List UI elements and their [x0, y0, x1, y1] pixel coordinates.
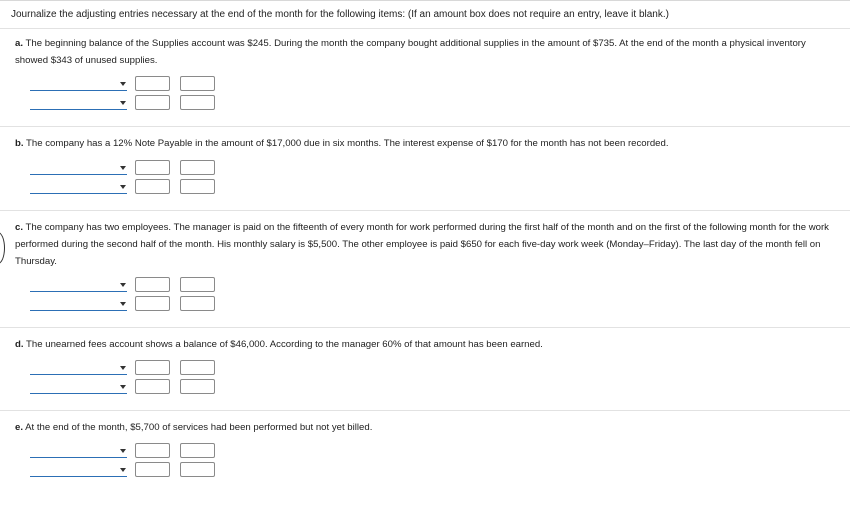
item-e-prompt — [15, 419, 841, 436]
account-dropdown[interactable] — [30, 163, 127, 175]
item-c-entry-row-2 — [30, 296, 220, 312]
chevron-down-icon — [120, 385, 126, 389]
item-c-prompt — [15, 219, 841, 270]
item-a-prompt — [15, 35, 841, 69]
item-d-prompt — [15, 336, 841, 353]
credit-input[interactable] — [180, 95, 215, 110]
debit-input[interactable] — [135, 160, 170, 175]
account-dropdown[interactable] — [30, 446, 127, 458]
chevron-down-icon — [120, 283, 126, 287]
account-dropdown[interactable] — [30, 382, 127, 394]
debit-input[interactable] — [135, 76, 170, 91]
item-e-entry-row-2 — [30, 462, 220, 478]
item-text: At the end of the month, $5,700 of services had been performed but not yet billed. — [25, 422, 373, 433]
chevron-down-icon — [120, 166, 126, 170]
debit-input[interactable] — [135, 95, 170, 110]
credit-input[interactable] — [180, 443, 215, 458]
item-divider — [0, 28, 850, 29]
account-dropdown[interactable] — [30, 280, 127, 292]
item-letter: e. — [15, 422, 24, 433]
chevron-down-icon — [120, 185, 126, 189]
debit-input[interactable] — [135, 296, 170, 311]
item-divider — [0, 327, 850, 328]
item-a-entry-row-1 — [30, 76, 220, 92]
item-letter: c. — [15, 222, 24, 233]
chevron-down-icon — [120, 468, 126, 472]
item-d-entry-row-1 — [30, 360, 220, 376]
item-a-entry-row-2 — [30, 95, 220, 111]
item-b-entry-row-1 — [30, 160, 220, 176]
account-dropdown[interactable] — [30, 363, 127, 375]
item-text: The beginning balance of the Supplies account was $245. During the month the company bought additional supplies in the amount of $735. At the end of the month a physical inventory showed $343 of unused supplies. — [15, 38, 806, 66]
chevron-down-icon — [120, 366, 126, 370]
chevron-down-icon — [120, 449, 126, 453]
account-dropdown[interactable] — [30, 98, 127, 110]
credit-input[interactable] — [180, 277, 215, 292]
item-divider — [0, 126, 850, 127]
chevron-down-icon — [120, 101, 126, 105]
item-text: The company has a 12% Note Payable in the amount of $17,000 due in six months. The interest expense of $170 for the month has not been recorded. — [26, 138, 669, 149]
credit-input[interactable] — [180, 360, 215, 375]
side-panel-toggle[interactable] — [0, 232, 5, 264]
chevron-down-icon — [120, 302, 126, 306]
chevron-down-icon — [120, 82, 126, 86]
account-dropdown[interactable] — [30, 79, 127, 91]
item-letter: d. — [15, 339, 24, 350]
item-c-entry-row-1 — [30, 277, 220, 293]
debit-input[interactable] — [135, 179, 170, 194]
item-b-entry-row-2 — [30, 179, 220, 195]
top-divider — [0, 0, 850, 1]
credit-input[interactable] — [180, 76, 215, 91]
account-dropdown[interactable] — [30, 182, 127, 194]
item-text: The company has two employees. The manager is paid on the fifteenth of every month for work performed during the first half of the month and on the first of the following month for the work performed during the second half of the month. His monthly salary is $5,500. The other employee is paid $650 for each five-day work week (Monday–Friday). The last day of the month fell on Thursday. — [15, 222, 829, 267]
item-divider — [0, 210, 850, 211]
debit-input[interactable] — [135, 277, 170, 292]
credit-input[interactable] — [180, 462, 215, 477]
account-dropdown[interactable] — [30, 465, 127, 477]
item-e-entry-row-1 — [30, 443, 220, 459]
credit-input[interactable] — [180, 160, 215, 175]
item-letter: b. — [15, 138, 24, 149]
item-b-prompt — [15, 135, 841, 152]
debit-input[interactable] — [135, 462, 170, 477]
instructions: Journalize the adjusting entries necessary at the end of the month for the following items: (If an amount box does not require an entry, leave it blank.) — [11, 9, 669, 20]
item-text: The unearned fees account shows a balance of $46,000. According to the manager 60% of that amount has been earned. — [26, 339, 543, 350]
debit-input[interactable] — [135, 379, 170, 394]
account-dropdown[interactable] — [30, 299, 127, 311]
item-d-entry-row-2 — [30, 379, 220, 395]
credit-input[interactable] — [180, 379, 215, 394]
debit-input[interactable] — [135, 443, 170, 458]
debit-input[interactable] — [135, 360, 170, 375]
credit-input[interactable] — [180, 179, 215, 194]
item-divider — [0, 410, 850, 411]
credit-input[interactable] — [180, 296, 215, 311]
item-letter: a. — [15, 38, 24, 49]
